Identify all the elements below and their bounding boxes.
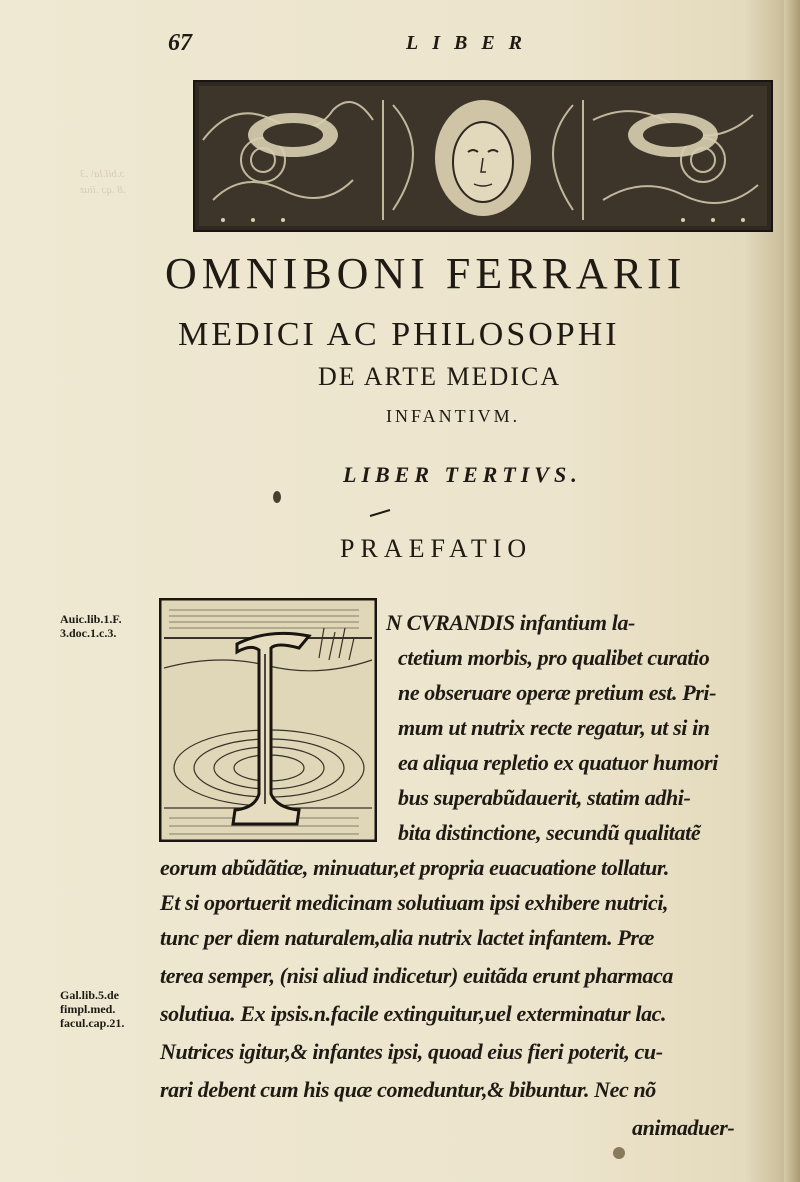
catchword: animaduer- [632, 1115, 735, 1140]
marginal-line: fimpl.med. [60, 1002, 116, 1016]
section-heading: PRAEFATIO [340, 534, 533, 563]
marginal-line: facul.cap.21. [60, 1016, 125, 1030]
book-heading: LIBER TERTIVS. [343, 462, 582, 487]
woodcut-initial-i [159, 598, 377, 842]
work-subtitle: INFANTIVM. [386, 406, 521, 426]
text-line: mum ut nutrix recte regatur, ut si in [398, 715, 710, 740]
author-name: OMNIBONI FERRARII [165, 249, 687, 298]
marginal-line: Auic.lib.1.F. [60, 612, 122, 626]
running-title: LIBER [406, 32, 537, 54]
marginal-line: 3.doc.1.c.3. [60, 626, 117, 640]
work-title: DE ARTE MEDICA [318, 362, 562, 391]
marginal-line: Gal.lib.5.de [60, 988, 120, 1002]
small-dash-ornament [368, 506, 394, 520]
text-line: ctetium morbis, pro qualibet curatio [398, 645, 710, 670]
text-line: eorum abũdãtiæ, minuatur,et propria euacuatione tollatur. [160, 855, 669, 880]
text-line: terea semper, (nisi aliud indicetur) euitãda erunt pharmaca [160, 963, 673, 988]
text-line: bita distinctione, secundũ qualitatẽ [398, 820, 701, 845]
running-head [168, 30, 768, 60]
text-line: N CVRANDIS infantium la- [386, 610, 635, 635]
text-line: ne obseruare operæ pretium est. Pri- [398, 680, 717, 705]
ink-blot [272, 490, 282, 504]
author-title: MEDICI AC PHILOSOPHI [178, 316, 620, 353]
book-page: ɔ.bil.la\ .3 .8 .qɔ .iiuz 67 LIBER OMNIBONI FERRARII MEDICI AC PHILOSOPHI DE ARTE MEDICA INFANTIVM. LIBER TERTIVS. PRAEFATIO Auic.lib.1.F. 3.doc.1.c.3. Gal.lib.5.de fimpl.med. facul.cap.21. N CVRANDIS infantium la- ctetium morbis, pro qualibet curatio ne obseruare operæ pretium est. Pri- mum ut nutrix recte regatur, ut si in ea aliqua repletio ex quatuor humori bus superabũdauerit, statim adhi- bita distinctione, secundũ qualitatẽ eorum abũdãtiæ, minuatur,et propria euacuatione tollatur. Et si oportuerit medicinam solutiuam ipsi exhibere nutrici, tunc per diem naturalem,alia nutrix lactet infantem. Præ terea semper, (nisi aliud indicetur) euitãda erunt pharmaca solutiua. Ex ipsis.n.facile extinguitur,uel exterminatur lac. Nutrices igitur,& infantes ipsi, quoad eius fieri poterit, cu- rari debent cum his quæ comeduntur,& bibuntur. Nec nõ animaduer- [0, 0, 800, 1182]
text-line: bus superabũdauerit, statim adhi- [398, 785, 691, 810]
text-line: Et si oportuerit medicinam solutiuam ipsi exhibere nutrici, [160, 890, 669, 915]
marginal-note-avicenna [60, 612, 155, 640]
text-line: rari debent cum his quæ comeduntur,& bibuntur. Nec nõ [160, 1077, 656, 1102]
ink-blot [612, 1146, 626, 1160]
text-line: solutiua. Ex ipsis.n.facile extinguitur,uel exterminatur lac. [160, 1001, 667, 1026]
text-line: ea aliqua repletio ex quatuor humori [398, 750, 718, 775]
woodcut-headpiece [193, 80, 773, 232]
folio-number: 67 [168, 30, 192, 56]
marginal-note-galen [60, 988, 155, 1030]
text-line: Nutrices igitur,& infantes ipsi, quoad eius fieri poterit, cu- [160, 1039, 663, 1064]
page-edge [784, 0, 800, 1182]
text-line: tunc per diem naturalem,alia nutrix lactet infantem. Præ [160, 925, 655, 950]
